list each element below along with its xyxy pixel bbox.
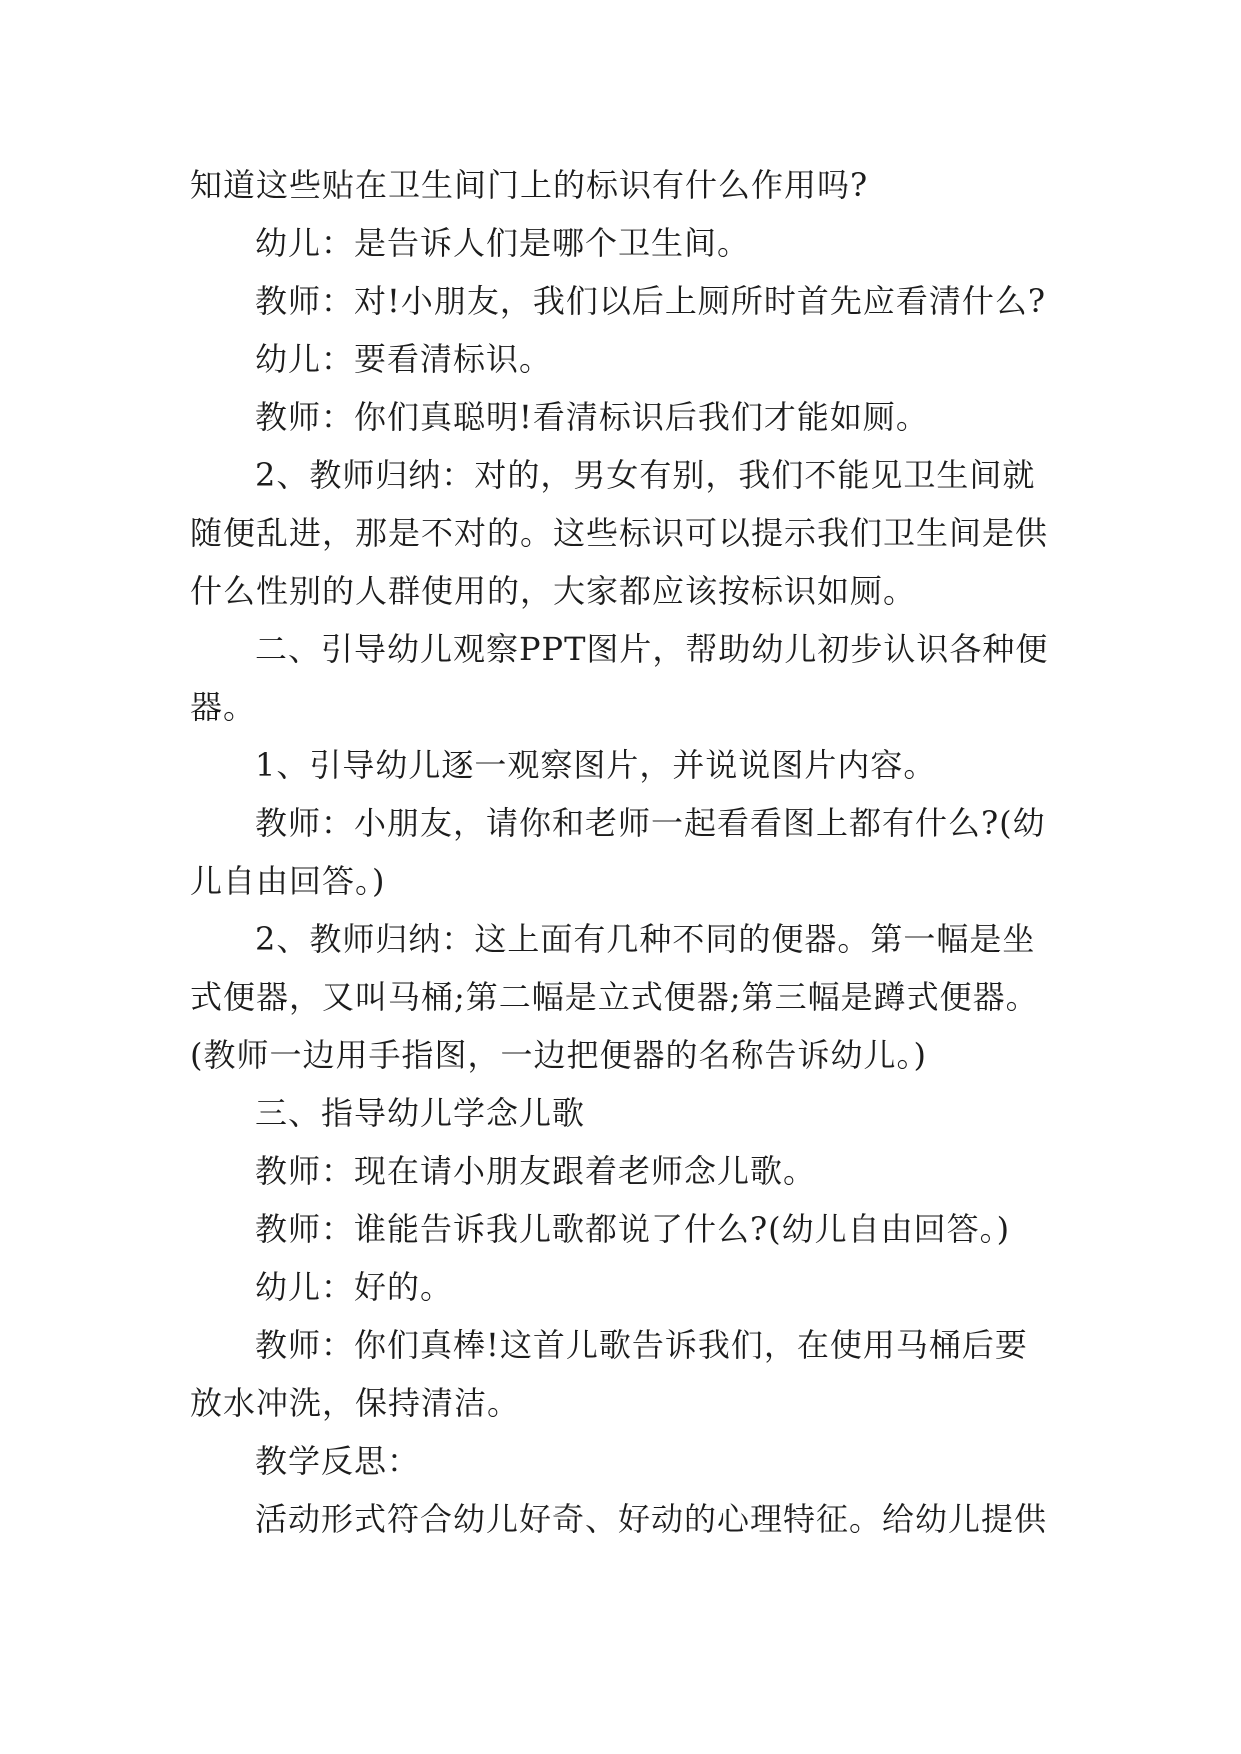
dialogue-teacher — [190, 388, 1090, 446]
text-line: 知道这些贴在卫生间门上的标识有什么作用吗? — [190, 166, 869, 204]
text-line: 教师：现在请小朋友跟着老师念儿歌。 — [255, 1152, 817, 1190]
section-heading — [190, 620, 1090, 736]
dialogue-teacher — [190, 272, 1090, 330]
text-line: 活动形式符合幼儿好奇、好动的心理特征。给幼儿提供 — [255, 1500, 1048, 1538]
text-line: 二、引导幼儿观察PPT图片，帮助幼儿初步认识各种便 — [255, 630, 1049, 668]
dialogue-teacher — [190, 1200, 1090, 1258]
text-line: 幼儿：好的。 — [255, 1268, 454, 1306]
text-line: 教学反思： — [255, 1442, 421, 1480]
text-line: 三、指导幼儿学念儿歌 — [255, 1094, 586, 1132]
text-line: 随便乱进，那是不对的。这些标识可以提示我们卫生间是供 — [190, 514, 1049, 552]
text-line: 放水冲洗，保持清洁。 — [190, 1384, 521, 1422]
reflection-paragraph — [190, 1490, 1090, 1548]
dialogue-teacher — [190, 1316, 1090, 1432]
paragraph-teacher-summary — [190, 446, 1090, 620]
text-line: 教师：小朋友，请你和老师一起看看图上都有什么?(幼 — [255, 804, 1046, 842]
paragraph-continued — [190, 156, 1090, 214]
reflection-heading — [190, 1432, 1090, 1490]
text-line: 1、引导幼儿逐一观察图片，并说说图片内容。 — [255, 746, 937, 784]
section-heading — [190, 1084, 1090, 1142]
text-line: 幼儿：是告诉人们是哪个卫生间。 — [255, 224, 751, 262]
text-line: 器。 — [190, 688, 257, 726]
text-line: 式便器，又叫马桶;第二幅是立式便器;第三幅是蹲式便器。 — [190, 978, 1039, 1016]
text-line: 教师：你们真棒!这首儿歌告诉我们，在使用马桶后要 — [255, 1326, 1028, 1364]
dialogue-child — [190, 330, 1090, 388]
text-line: 儿自由回答。) — [190, 862, 386, 900]
text-line: 2、教师归纳：对的，男女有别，我们不能见卫生间就 — [255, 456, 1036, 494]
dialogue-teacher — [190, 1142, 1090, 1200]
paragraph-step — [190, 736, 1090, 794]
paragraph-teacher-summary — [190, 910, 1090, 1084]
text-line: (教师一边用手指图，一边把便器的名称告诉幼儿。) — [190, 1036, 927, 1074]
dialogue-teacher — [190, 794, 1090, 910]
text-line: 教师：你们真聪明!看清标识后我们才能如厕。 — [255, 398, 929, 436]
text-line: 2、教师归纳：这上面有几种不同的便器。第一幅是坐 — [255, 920, 1036, 958]
text-line: 什么性别的人群使用的，大家都应该按标识如厕。 — [190, 572, 917, 610]
document-body — [190, 156, 1090, 1548]
text-line: 教师：对!小朋友，我们以后上厕所时首先应看清什么? — [255, 282, 1047, 320]
text-line: 幼儿：要看清标识。 — [255, 340, 553, 378]
dialogue-child — [190, 1258, 1090, 1316]
dialogue-child — [190, 214, 1090, 272]
text-line: 教师：谁能告诉我儿歌都说了什么?(幼儿自由回答。) — [255, 1210, 1011, 1248]
